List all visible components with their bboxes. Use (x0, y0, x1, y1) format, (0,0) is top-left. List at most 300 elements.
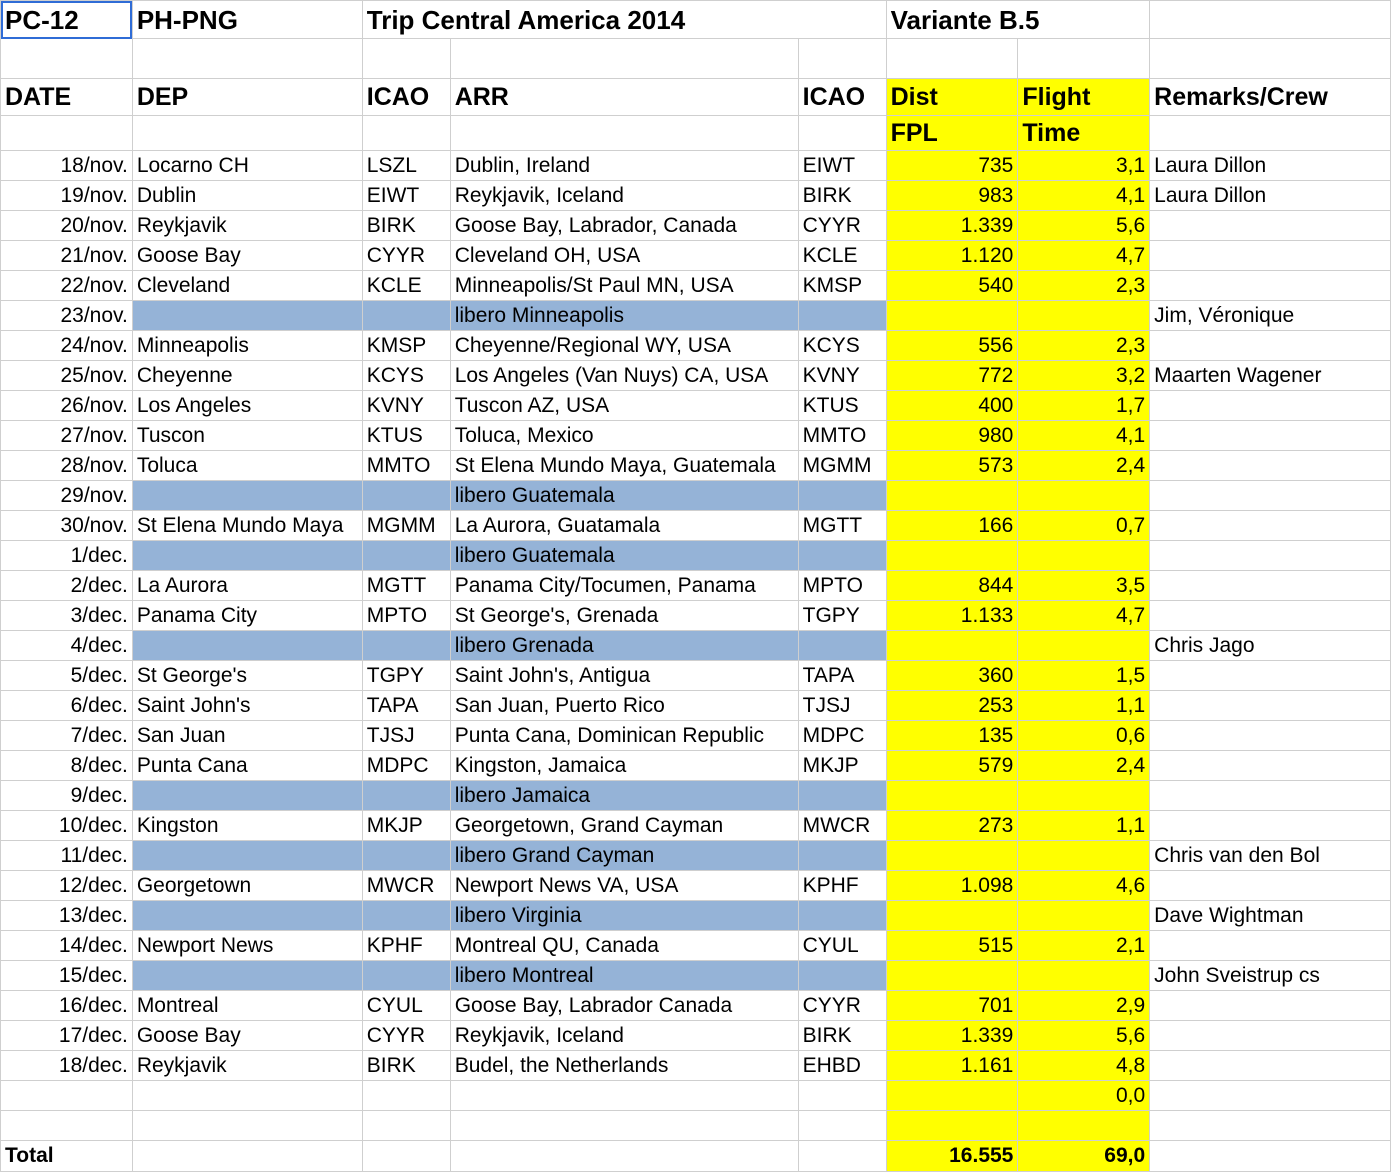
cell-icao-arr[interactable]: MPTO (798, 571, 886, 601)
cell-remarks[interactable] (1150, 271, 1391, 301)
cell-dep[interactable]: Georgetown (132, 871, 362, 901)
cell-date[interactable]: 2/dec. (1, 571, 133, 601)
cell-flight-time[interactable] (1018, 631, 1150, 661)
cell-icao-dep[interactable] (362, 481, 450, 511)
cell-icao-arr[interactable]: KCYS (798, 331, 886, 361)
cell-dep[interactable] (132, 631, 362, 661)
cell-icao-arr[interactable]: MWCR (798, 811, 886, 841)
cell-dist[interactable] (886, 961, 1018, 991)
cell-dist[interactable] (886, 841, 1018, 871)
cell-icao-arr[interactable]: KMSP (798, 271, 886, 301)
cell-dist[interactable]: 166 (886, 511, 1018, 541)
cell-icao-arr[interactable] (798, 841, 886, 871)
cell-dep[interactable] (132, 841, 362, 871)
cell-date[interactable]: 3/dec. (1, 601, 133, 631)
cell-dep[interactable]: Saint John's (132, 691, 362, 721)
cell-icao-dep[interactable]: CYUL (362, 991, 450, 1021)
cell-icao-dep[interactable] (362, 841, 450, 871)
cell-dist[interactable]: 400 (886, 391, 1018, 421)
cell-date[interactable]: 19/nov. (1, 181, 133, 211)
cell-flight-time[interactable]: 3,2 (1018, 361, 1150, 391)
cell-flight-time[interactable] (1018, 301, 1150, 331)
cell-arr[interactable]: St Elena Mundo Maya, Guatemala (450, 451, 798, 481)
cell-icao-arr[interactable]: MDPC (798, 721, 886, 751)
total-dist[interactable]: 16.555 (886, 1141, 1018, 1172)
cell-icao-dep[interactable]: MWCR (362, 871, 450, 901)
cell-dep[interactable]: Newport News (132, 931, 362, 961)
header-dist-sub[interactable]: FPL (886, 116, 1018, 151)
cell-icao-dep[interactable] (362, 541, 450, 571)
cell-icao-dep[interactable]: LSZL (362, 151, 450, 181)
cell-remarks[interactable] (1150, 931, 1391, 961)
cell-dist[interactable] (886, 1111, 1018, 1141)
cell-icao-arr[interactable]: KCLE (798, 241, 886, 271)
cell-dist[interactable]: 1.120 (886, 241, 1018, 271)
cell-dep[interactable]: San Juan (132, 721, 362, 751)
cell-icao-dep[interactable]: KTUS (362, 421, 450, 451)
cell-icao-arr[interactable]: BIRK (798, 1021, 886, 1051)
cell-dist[interactable] (886, 541, 1018, 571)
cell-date[interactable]: 17/dec. (1, 1021, 133, 1051)
cell-dep[interactable]: Locarno CH (132, 151, 362, 181)
header-flight[interactable]: Flight (1018, 79, 1150, 116)
cell-dep[interactable] (132, 1081, 362, 1111)
cell-empty[interactable] (1150, 116, 1391, 151)
cell-date[interactable]: 4/dec. (1, 631, 133, 661)
cell-aircraft-type[interactable]: PC-12 (1, 1, 133, 39)
cell-remarks[interactable]: John Sveistrup cs (1150, 961, 1391, 991)
cell-dist[interactable] (886, 1081, 1018, 1111)
cell-arr[interactable]: libero Minneapolis (450, 301, 798, 331)
cell-date[interactable]: 8/dec. (1, 751, 133, 781)
cell-remarks[interactable] (1150, 721, 1391, 751)
cell-arr[interactable]: Newport News VA, USA (450, 871, 798, 901)
cell-icao-arr[interactable]: BIRK (798, 181, 886, 211)
cell-empty[interactable] (1150, 1, 1391, 39)
cell-remarks[interactable] (1150, 691, 1391, 721)
cell-dep[interactable] (132, 781, 362, 811)
total-time[interactable]: 69,0 (1018, 1141, 1150, 1172)
cell-dist[interactable]: 1.339 (886, 1021, 1018, 1051)
cell-trip-title[interactable]: Trip Central America 2014 (362, 1, 886, 39)
cell-icao-arr[interactable] (798, 541, 886, 571)
cell-icao-arr[interactable] (798, 781, 886, 811)
cell-arr[interactable] (450, 1081, 798, 1111)
cell-icao-arr[interactable] (798, 631, 886, 661)
cell-remarks[interactable] (1150, 481, 1391, 511)
cell-icao-dep[interactable] (362, 1081, 450, 1111)
cell-icao-arr[interactable]: MKJP (798, 751, 886, 781)
cell-icao-dep[interactable] (362, 961, 450, 991)
cell-dist[interactable] (886, 481, 1018, 511)
cell-icao-arr[interactable]: CYYR (798, 991, 886, 1021)
cell-remarks[interactable] (1150, 601, 1391, 631)
cell-flight-time[interactable]: 3,1 (1018, 151, 1150, 181)
cell-arr[interactable]: libero Virginia (450, 901, 798, 931)
cell-remarks[interactable] (1150, 541, 1391, 571)
cell-dep[interactable]: Cheyenne (132, 361, 362, 391)
cell-icao-arr[interactable]: TJSJ (798, 691, 886, 721)
cell-arr[interactable]: Minneapolis/St Paul MN, USA (450, 271, 798, 301)
cell-arr[interactable]: Los Angeles (Van Nuys) CA, USA (450, 361, 798, 391)
cell-flight-time[interactable]: 1,7 (1018, 391, 1150, 421)
cell-icao-dep[interactable]: MGMM (362, 511, 450, 541)
cell-remarks[interactable] (1150, 331, 1391, 361)
cell-arr[interactable]: Goose Bay, Labrador, Canada (450, 211, 798, 241)
cell-arr[interactable] (450, 1111, 798, 1141)
cell-remarks[interactable] (1150, 781, 1391, 811)
cell-flight-time[interactable]: 1,1 (1018, 811, 1150, 841)
cell-arr[interactable]: La Aurora, Guatamala (450, 511, 798, 541)
cell-empty[interactable] (132, 116, 362, 151)
cell-dep[interactable]: Reykjavik (132, 211, 362, 241)
cell-icao-arr[interactable]: KVNY (798, 361, 886, 391)
cell-empty[interactable] (798, 39, 886, 79)
cell-date[interactable]: 30/nov. (1, 511, 133, 541)
cell-icao-dep[interactable] (362, 631, 450, 661)
cell-dep[interactable]: Reykjavik (132, 1051, 362, 1081)
cell-empty[interactable] (362, 1141, 450, 1172)
cell-remarks[interactable] (1150, 1051, 1391, 1081)
cell-flight-time[interactable]: 1,5 (1018, 661, 1150, 691)
cell-icao-dep[interactable]: CYYR (362, 241, 450, 271)
cell-date[interactable]: 25/nov. (1, 361, 133, 391)
cell-icao-dep[interactable]: MGTT (362, 571, 450, 601)
cell-dist[interactable]: 253 (886, 691, 1018, 721)
cell-remarks[interactable] (1150, 571, 1391, 601)
cell-icao-arr[interactable]: MGMM (798, 451, 886, 481)
cell-remarks[interactable]: Maarten Wagener (1150, 361, 1391, 391)
cell-flight-time[interactable]: 4,7 (1018, 241, 1150, 271)
header-dep[interactable]: DEP (132, 79, 362, 116)
cell-remarks[interactable]: Dave Wightman (1150, 901, 1391, 931)
cell-icao-dep[interactable]: TJSJ (362, 721, 450, 751)
cell-remarks[interactable]: Chris Jago (1150, 631, 1391, 661)
cell-dist[interactable]: 701 (886, 991, 1018, 1021)
cell-icao-arr[interactable]: MMTO (798, 421, 886, 451)
cell-flight-time[interactable]: 0,6 (1018, 721, 1150, 751)
cell-date[interactable]: 1/dec. (1, 541, 133, 571)
cell-icao-arr[interactable] (798, 901, 886, 931)
cell-empty[interactable] (362, 116, 450, 151)
cell-remarks[interactable] (1150, 511, 1391, 541)
cell-flight-time[interactable] (1018, 1111, 1150, 1141)
cell-dist[interactable]: 360 (886, 661, 1018, 691)
cell-remarks[interactable] (1150, 661, 1391, 691)
cell-dist[interactable]: 273 (886, 811, 1018, 841)
cell-date[interactable]: 16/dec. (1, 991, 133, 1021)
cell-dist[interactable]: 556 (886, 331, 1018, 361)
cell-icao-dep[interactable] (362, 901, 450, 931)
cell-remarks[interactable]: Jim, Véronique (1150, 301, 1391, 331)
cell-empty[interactable] (1150, 1141, 1391, 1172)
cell-arr[interactable]: Toluca, Mexico (450, 421, 798, 451)
cell-empty[interactable] (1150, 39, 1391, 79)
cell-arr[interactable]: Montreal QU, Canada (450, 931, 798, 961)
cell-date[interactable]: 15/dec. (1, 961, 133, 991)
cell-dep[interactable]: Punta Cana (132, 751, 362, 781)
cell-arr[interactable]: libero Jamaica (450, 781, 798, 811)
cell-icao-arr[interactable]: CYUL (798, 931, 886, 961)
cell-dist[interactable] (886, 781, 1018, 811)
cell-date[interactable]: 10/dec. (1, 811, 133, 841)
header-icao-dep[interactable]: ICAO (362, 79, 450, 116)
cell-date[interactable]: 11/dec. (1, 841, 133, 871)
cell-dist[interactable]: 983 (886, 181, 1018, 211)
header-date[interactable]: DATE (1, 79, 133, 116)
cell-flight-time[interactable] (1018, 541, 1150, 571)
cell-icao-arr[interactable] (798, 301, 886, 331)
header-arr[interactable]: ARR (450, 79, 798, 116)
cell-icao-arr[interactable]: TAPA (798, 661, 886, 691)
cell-empty[interactable] (450, 1141, 798, 1172)
cell-dep[interactable]: Toluca (132, 451, 362, 481)
cell-date[interactable]: 21/nov. (1, 241, 133, 271)
cell-icao-arr[interactable]: KTUS (798, 391, 886, 421)
cell-dep[interactable]: Minneapolis (132, 331, 362, 361)
cell-remarks[interactable]: Laura Dillon (1150, 181, 1391, 211)
cell-flight-time[interactable]: 2,3 (1018, 271, 1150, 301)
cell-flight-time[interactable]: 1,1 (1018, 691, 1150, 721)
cell-icao-dep[interactable]: TAPA (362, 691, 450, 721)
cell-dep[interactable] (132, 961, 362, 991)
cell-flight-time[interactable] (1018, 841, 1150, 871)
cell-arr[interactable]: Punta Cana, Dominican Republic (450, 721, 798, 751)
cell-date[interactable]: 6/dec. (1, 691, 133, 721)
cell-dep[interactable]: Tuscon (132, 421, 362, 451)
cell-icao-dep[interactable]: KCYS (362, 361, 450, 391)
cell-flight-time[interactable]: 2,4 (1018, 451, 1150, 481)
cell-icao-dep[interactable]: MMTO (362, 451, 450, 481)
cell-dist[interactable]: 1.339 (886, 211, 1018, 241)
cell-icao-arr[interactable] (798, 1081, 886, 1111)
cell-flight-time[interactable]: 0,7 (1018, 511, 1150, 541)
cell-remarks[interactable] (1150, 211, 1391, 241)
cell-arr[interactable]: libero Guatemala (450, 481, 798, 511)
cell-arr[interactable]: libero Grand Cayman (450, 841, 798, 871)
cell-dep[interactable]: St Elena Mundo Maya (132, 511, 362, 541)
cell-flight-time[interactable] (1018, 481, 1150, 511)
cell-icao-dep[interactable] (362, 781, 450, 811)
cell-dep[interactable]: Kingston (132, 811, 362, 841)
cell-dep[interactable] (132, 301, 362, 331)
cell-empty[interactable] (362, 39, 450, 79)
total-label[interactable]: Total (1, 1141, 133, 1172)
cell-date[interactable]: 7/dec. (1, 721, 133, 751)
cell-icao-dep[interactable]: BIRK (362, 1051, 450, 1081)
cell-dist[interactable]: 573 (886, 451, 1018, 481)
cell-icao-arr[interactable] (798, 1111, 886, 1141)
cell-arr[interactable]: Dublin, Ireland (450, 151, 798, 181)
cell-remarks[interactable] (1150, 391, 1391, 421)
cell-dist[interactable]: 135 (886, 721, 1018, 751)
cell-arr[interactable]: libero Grenada (450, 631, 798, 661)
cell-dist[interactable]: 515 (886, 931, 1018, 961)
cell-flight-time[interactable]: 2,9 (1018, 991, 1150, 1021)
cell-dist[interactable] (886, 631, 1018, 661)
cell-date[interactable] (1, 1081, 133, 1111)
cell-dep[interactable]: St George's (132, 661, 362, 691)
cell-date[interactable]: 23/nov. (1, 301, 133, 331)
cell-arr[interactable]: Reykjavik, Iceland (450, 181, 798, 211)
cell-dist[interactable]: 579 (886, 751, 1018, 781)
cell-icao-dep[interactable]: MPTO (362, 601, 450, 631)
cell-date[interactable]: 26/nov. (1, 391, 133, 421)
cell-icao-dep[interactable]: MDPC (362, 751, 450, 781)
cell-icao-arr[interactable]: EIWT (798, 151, 886, 181)
cell-registration[interactable]: PH-PNG (132, 1, 362, 39)
cell-dist[interactable] (886, 301, 1018, 331)
cell-icao-dep[interactable] (362, 1111, 450, 1141)
cell-empty[interactable] (1, 116, 133, 151)
cell-flight-time[interactable]: 4,8 (1018, 1051, 1150, 1081)
cell-arr[interactable]: Saint John's, Antigua (450, 661, 798, 691)
cell-remarks[interactable]: Chris van den Bol (1150, 841, 1391, 871)
cell-flight-time[interactable]: 2,3 (1018, 331, 1150, 361)
cell-dep[interactable] (132, 541, 362, 571)
cell-icao-arr[interactable]: CYYR (798, 211, 886, 241)
cell-date[interactable]: 24/nov. (1, 331, 133, 361)
cell-empty[interactable] (450, 116, 798, 151)
cell-icao-arr[interactable]: EHBD (798, 1051, 886, 1081)
cell-date[interactable]: 27/nov. (1, 421, 133, 451)
cell-dist[interactable]: 1.133 (886, 601, 1018, 631)
cell-remarks[interactable] (1150, 1081, 1391, 1111)
cell-dep[interactable] (132, 1111, 362, 1141)
cell-dist[interactable]: 1.161 (886, 1051, 1018, 1081)
cell-flight-time[interactable]: 3,5 (1018, 571, 1150, 601)
cell-empty[interactable] (798, 116, 886, 151)
cell-date[interactable]: 18/nov. (1, 151, 133, 181)
cell-dep[interactable] (132, 481, 362, 511)
cell-remarks[interactable] (1150, 871, 1391, 901)
cell-dep[interactable]: La Aurora (132, 571, 362, 601)
cell-icao-dep[interactable]: KMSP (362, 331, 450, 361)
cell-arr[interactable]: Budel, the Netherlands (450, 1051, 798, 1081)
cell-icao-dep[interactable]: KPHF (362, 931, 450, 961)
cell-flight-time[interactable] (1018, 961, 1150, 991)
cell-flight-time[interactable]: 0,0 (1018, 1081, 1150, 1111)
cell-dep[interactable]: Panama City (132, 601, 362, 631)
cell-icao-dep[interactable]: EIWT (362, 181, 450, 211)
cell-date[interactable]: 20/nov. (1, 211, 133, 241)
cell-dist[interactable]: 772 (886, 361, 1018, 391)
cell-arr[interactable]: libero Guatemala (450, 541, 798, 571)
header-remarks[interactable]: Remarks/Crew (1150, 79, 1391, 116)
cell-dist[interactable]: 844 (886, 571, 1018, 601)
cell-icao-dep[interactable]: KCLE (362, 271, 450, 301)
cell-flight-time[interactable]: 4,7 (1018, 601, 1150, 631)
cell-arr[interactable]: Cleveland OH, USA (450, 241, 798, 271)
cell-flight-time[interactable]: 4,6 (1018, 871, 1150, 901)
cell-icao-dep[interactable]: TGPY (362, 661, 450, 691)
cell-remarks[interactable] (1150, 421, 1391, 451)
cell-arr[interactable]: Goose Bay, Labrador Canada (450, 991, 798, 1021)
cell-icao-arr[interactable]: KPHF (798, 871, 886, 901)
cell-date[interactable]: 13/dec. (1, 901, 133, 931)
cell-empty[interactable] (132, 39, 362, 79)
cell-arr[interactable]: Georgetown, Grand Cayman (450, 811, 798, 841)
cell-flight-time[interactable]: 4,1 (1018, 421, 1150, 451)
cell-flight-time[interactable]: 2,1 (1018, 931, 1150, 961)
cell-dep[interactable]: Cleveland (132, 271, 362, 301)
cell-remarks[interactable] (1150, 451, 1391, 481)
cell-date[interactable]: 14/dec. (1, 931, 133, 961)
cell-arr[interactable]: Kingston, Jamaica (450, 751, 798, 781)
header-icao-arr[interactable]: ICAO (798, 79, 886, 116)
cell-date[interactable]: 22/nov. (1, 271, 133, 301)
cell-date[interactable]: 5/dec. (1, 661, 133, 691)
cell-flight-time[interactable]: 5,6 (1018, 211, 1150, 241)
cell-icao-arr[interactable] (798, 481, 886, 511)
cell-dep[interactable]: Dublin (132, 181, 362, 211)
cell-icao-dep[interactable]: MKJP (362, 811, 450, 841)
cell-arr[interactable]: St George's, Grenada (450, 601, 798, 631)
cell-arr[interactable]: Reykjavik, Iceland (450, 1021, 798, 1051)
cell-remarks[interactable]: Laura Dillon (1150, 151, 1391, 181)
cell-icao-dep[interactable]: BIRK (362, 211, 450, 241)
cell-date[interactable]: 12/dec. (1, 871, 133, 901)
cell-arr[interactable]: Tuscon AZ, USA (450, 391, 798, 421)
cell-dist[interactable]: 1.098 (886, 871, 1018, 901)
cell-arr[interactable]: Panama City/Tocumen, Panama (450, 571, 798, 601)
cell-icao-arr[interactable]: TGPY (798, 601, 886, 631)
cell-icao-arr[interactable]: MGTT (798, 511, 886, 541)
cell-arr[interactable]: San Juan, Puerto Rico (450, 691, 798, 721)
cell-remarks[interactable] (1150, 811, 1391, 841)
header-dist[interactable]: Dist (886, 79, 1018, 116)
cell-date[interactable]: 28/nov. (1, 451, 133, 481)
cell-dist[interactable]: 735 (886, 151, 1018, 181)
cell-empty[interactable] (1, 39, 133, 79)
cell-dist[interactable]: 540 (886, 271, 1018, 301)
cell-empty[interactable] (450, 39, 798, 79)
cell-variant[interactable]: Variante B.5 (886, 1, 1150, 39)
cell-date[interactable]: 9/dec. (1, 781, 133, 811)
cell-icao-dep[interactable]: KVNY (362, 391, 450, 421)
cell-remarks[interactable] (1150, 241, 1391, 271)
cell-flight-time[interactable]: 2,4 (1018, 751, 1150, 781)
cell-icao-dep[interactable] (362, 301, 450, 331)
cell-empty[interactable] (132, 1141, 362, 1172)
cell-flight-time[interactable] (1018, 781, 1150, 811)
cell-arr[interactable]: Cheyenne/Regional WY, USA (450, 331, 798, 361)
header-flight-sub[interactable]: Time (1018, 116, 1150, 151)
cell-icao-dep[interactable]: CYYR (362, 1021, 450, 1051)
cell-dist[interactable]: 980 (886, 421, 1018, 451)
cell-empty[interactable] (886, 39, 1018, 79)
cell-date[interactable]: 29/nov. (1, 481, 133, 511)
cell-remarks[interactable] (1150, 1111, 1391, 1141)
cell-empty[interactable] (798, 1141, 886, 1172)
cell-dep[interactable] (132, 901, 362, 931)
cell-remarks[interactable] (1150, 751, 1391, 781)
cell-remarks[interactable] (1150, 1021, 1391, 1051)
cell-icao-arr[interactable] (798, 961, 886, 991)
cell-dep[interactable]: Montreal (132, 991, 362, 1021)
cell-remarks[interactable] (1150, 991, 1391, 1021)
cell-date[interactable] (1, 1111, 133, 1141)
cell-date[interactable]: 18/dec. (1, 1051, 133, 1081)
cell-flight-time[interactable]: 5,6 (1018, 1021, 1150, 1051)
cell-dep[interactable]: Goose Bay (132, 241, 362, 271)
cell-empty[interactable] (1018, 39, 1150, 79)
cell-flight-time[interactable]: 4,1 (1018, 181, 1150, 211)
cell-dep[interactable]: Goose Bay (132, 1021, 362, 1051)
cell-dep[interactable]: Los Angeles (132, 391, 362, 421)
cell-arr[interactable]: libero Montreal (450, 961, 798, 991)
cell-flight-time[interactable] (1018, 901, 1150, 931)
